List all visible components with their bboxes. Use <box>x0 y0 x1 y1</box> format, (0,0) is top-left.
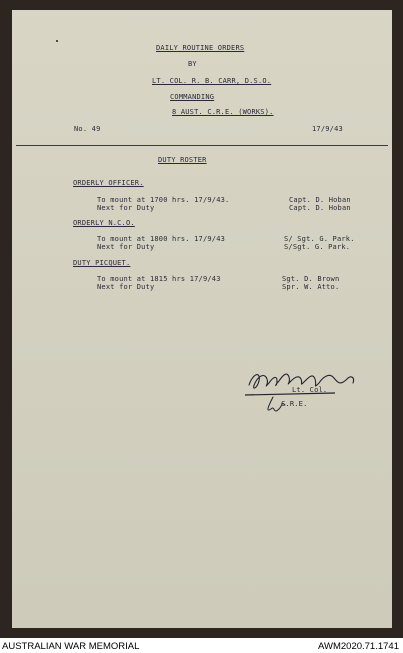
heading-line-3: LT. COL. R. B. CARR, D.S.O. <box>152 77 272 85</box>
orderly-nco-next-name: S/Sgt. G. Park. <box>284 243 351 251</box>
order-date: 17/9/43 <box>312 125 343 133</box>
document-page <box>12 10 392 628</box>
duty-picquet-next-name: Spr. W. Atto. <box>282 283 340 291</box>
header-divider <box>16 145 388 146</box>
footer-accession-number: AWM2020.71.1741 <box>318 641 399 652</box>
orderly-officer-name: Capt. D. Hoban <box>289 196 351 204</box>
signature-rank: Lt. Col. <box>292 386 328 394</box>
orderly-officer-next: Next for Duty <box>97 204 155 212</box>
orderly-officer-mount: To mount at 1700 hrs. 17/9/43. <box>97 196 230 204</box>
order-number: No. 49 <box>74 125 101 133</box>
duty-picquet-name: Sgt. D. Brown <box>282 275 340 283</box>
section-title: DUTY ROSTER <box>158 156 207 164</box>
orderly-officer-title: ORDERLY OFFICER. <box>73 179 144 187</box>
orderly-officer-next-name: Capt. D. Hoban <box>289 204 351 212</box>
heading-line-4: COMMANDING <box>170 93 215 101</box>
orderly-nco-next: Next for Duty <box>97 243 155 251</box>
heading-line-2: BY <box>188 60 197 68</box>
paper-mark <box>56 40 58 42</box>
duty-picquet-title: DUTY PICQUET. <box>73 259 131 267</box>
orderly-nco-name: S/ Sgt. G. Park. <box>284 235 355 243</box>
orderly-nco-title: ORDERLY N.C.O. <box>73 219 135 227</box>
heading-line-1: DAILY ROUTINE ORDERS <box>156 44 245 52</box>
signature-unit: C.R.E. <box>281 400 308 408</box>
heading-line-5: 8 AUST. C.R.E. (WORKS). <box>172 108 274 116</box>
archive-footer <box>0 638 403 653</box>
orderly-nco-mount: To mount at 1800 hrs. 17/9/43 <box>97 235 226 243</box>
duty-picquet-mount: To mount at 1815 hrs 17/9/43 <box>97 275 221 283</box>
footer-institution: AUSTRALIAN WAR MEMORIAL <box>2 641 140 652</box>
duty-picquet-next: Next for Duty <box>97 283 155 291</box>
